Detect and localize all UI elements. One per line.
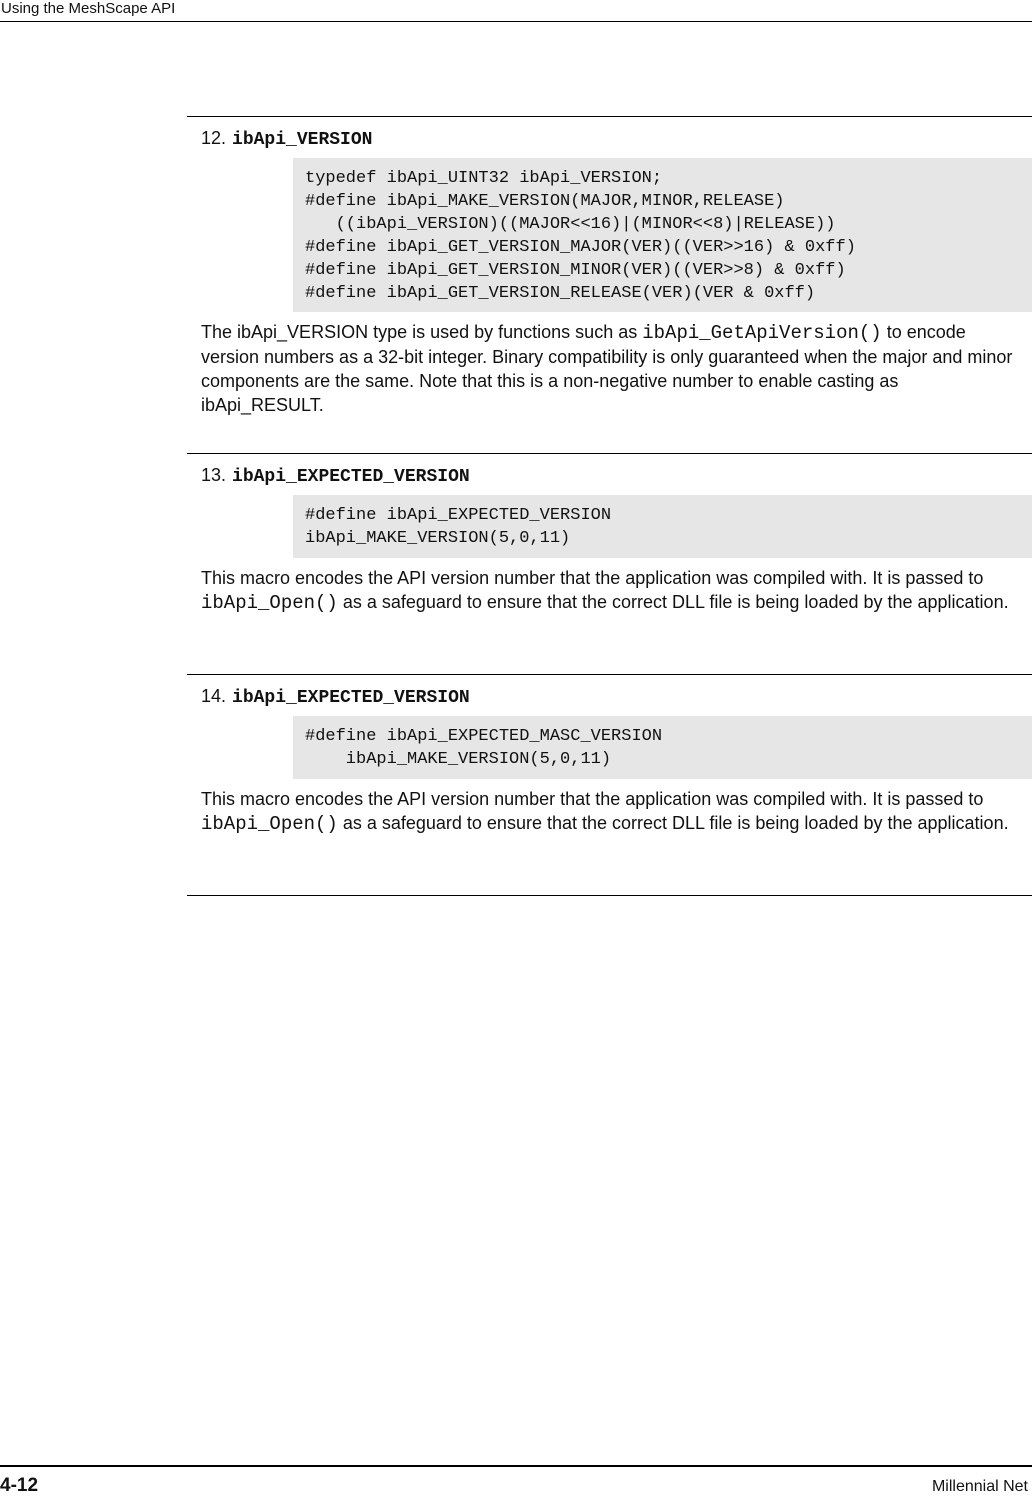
entry-description xyxy=(201,320,1021,417)
function-reference: ibApi_GetApiVersion() xyxy=(642,322,882,344)
entry-heading xyxy=(201,127,372,151)
entry-name: ibApi_EXPECTED_VERSION xyxy=(232,688,470,708)
company-name: Millennial Net xyxy=(931,1478,1028,1495)
header-title: Using the MeshScape API xyxy=(1,0,176,17)
description-text: This macro encodes the API version number that the application was compiled with. It is passed to xyxy=(201,789,984,809)
description-text: This macro encodes the API version number that the application was compiled with. It is passed to xyxy=(201,568,984,588)
code-block: typedef ibApi_UINT32 ibApi_VERSION; #define ibApi_MAKE_VERSION(MAJOR,MINOR,RELEASE) ((ibApi_VERSION)((MAJOR<<16)|(MINOR<<8)|RELEASE)) #define ibApi_GET_VERSION_MAJOR(VER)((VER>>16) & 0xff) #define ibApi_GET_VERSION_MINOR(VER)((VER>>8) & 0xff) #define ibApi_GET_VERSION_RELEASE(VER)(VER & 0xff) xyxy=(293,158,1032,312)
entry-heading xyxy=(201,464,470,488)
description-text: as a safeguard to ensure that the correct DLL file is being loaded by the application. xyxy=(337,592,1009,612)
page-number: 4-12 xyxy=(0,1475,39,1496)
entry-number: 14. xyxy=(201,686,227,706)
entry-number: 12. xyxy=(201,128,227,148)
entry-description xyxy=(201,566,1021,615)
footer-rule xyxy=(0,1465,1032,1467)
function-reference: ibApi_Open() xyxy=(201,813,338,835)
code-block: #define ibApi_EXPECTED_VERSION ibApi_MAKE_VERSION(5,0,11) xyxy=(293,495,1032,558)
entry-12 xyxy=(187,116,1032,454)
entry-13 xyxy=(187,453,1032,675)
code-block: #define ibApi_EXPECTED_MASC_VERSION ibApi_MAKE_VERSION(5,0,11) xyxy=(293,716,1032,779)
entry-name: ibApi_EXPECTED_VERSION xyxy=(232,467,470,487)
description-text: as a safeguard to ensure that the correct DLL file is being loaded by the application. xyxy=(337,813,1009,833)
entry-14 xyxy=(187,674,1032,896)
entry-heading xyxy=(201,685,470,709)
description-text: The ibApi_VERSION type is used by functions such as xyxy=(201,322,643,342)
function-reference: ibApi_Open() xyxy=(201,592,338,614)
entry-number: 13. xyxy=(201,465,227,485)
entry-name: ibApi_VERSION xyxy=(232,130,373,150)
entry-description xyxy=(201,787,1021,836)
description-text: to encode version numbers as a 32-bit integer. Binary compatibility is only guaranteed when the major and minor components are the same. Note that this is a non-negative number to enable casting as ibApi_RESULT. xyxy=(201,322,1013,415)
running-header xyxy=(0,0,1032,22)
section-end-rule xyxy=(187,895,1032,896)
